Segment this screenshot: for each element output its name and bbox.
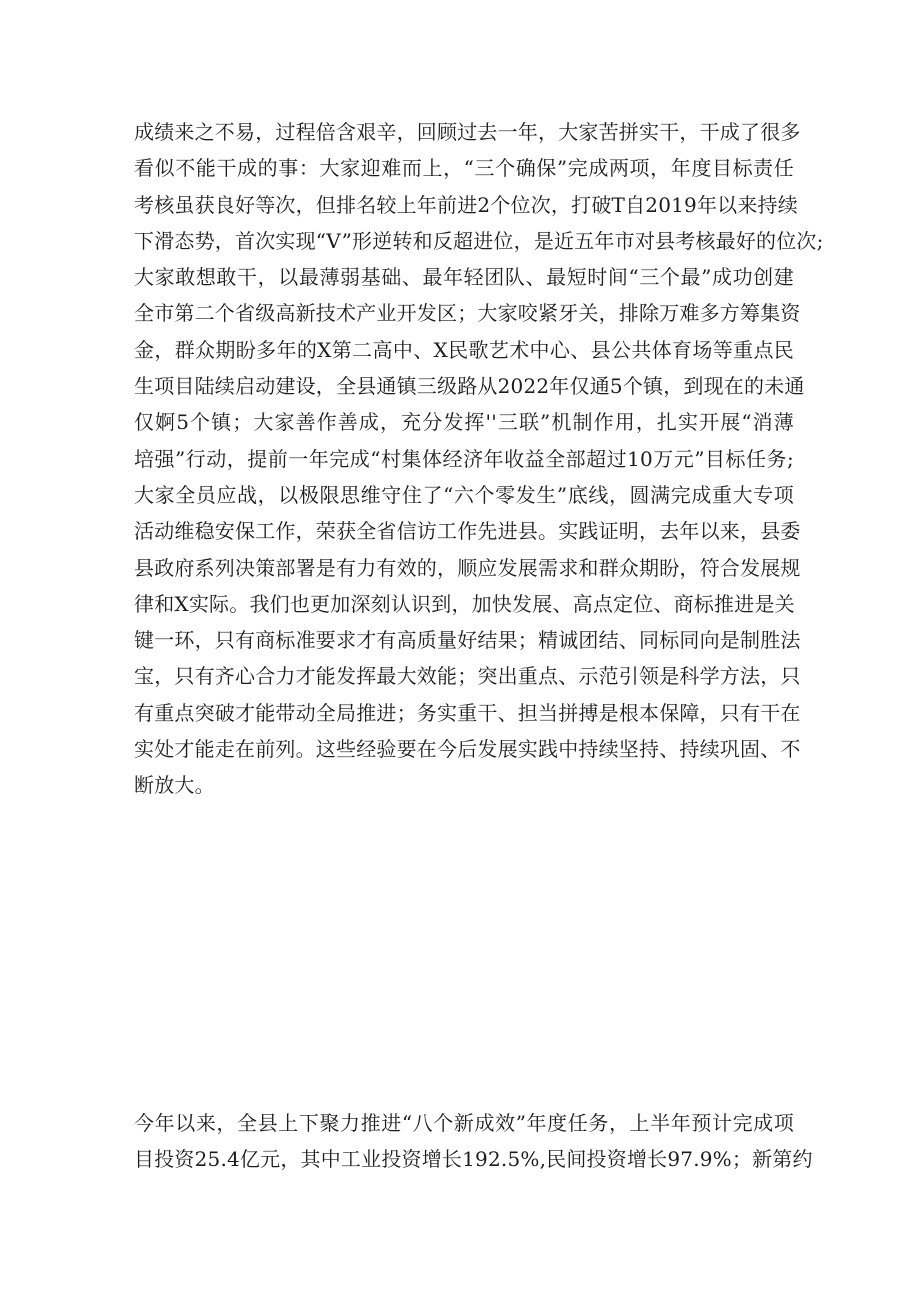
paragraph-line: 下滑态势，首次实现“V”形逆转和反超进位，是近五年市对县考核最好的位次; (134, 228, 824, 253)
paragraph-line: 培强”行动，提前一年完成“村集体经济年收益全部超过10万元”目标任务; (134, 446, 794, 471)
paragraph-line: 键一环，只有商标准要求才有高质量好结果；精诚团结、同标同向是制胜法 (134, 628, 801, 653)
paragraph-line: 仅婀5个镇；大家善作善成，充分发挥''三联”机制作用，扎实开展“消薄 (134, 410, 794, 435)
paragraph-line: 金，群众期盼多年的X第二高中、X民歌艺术中心、县公共体育场等重点民 (134, 337, 794, 362)
paragraph-line: 成绩来之不易，过程倍含艰辛，回顾过去一年，大家苦拼实干，干成了很多 (134, 120, 801, 144)
paragraph-line: 断放大。 (134, 773, 215, 798)
paragraph-line: 全市第二个省级高新技术产业开发区；大家咬紧牙关，排除万难多方筹集资 (134, 301, 801, 326)
paragraph-line: 律和X实际。我们也更加深刻认识到，加快发展、高点定位、商标推进是关 (134, 591, 795, 616)
paragraph-line: 考核虽获良好等次，但排名较上年前进2个位次，打破T自2019年以来持续 (134, 192, 798, 217)
paragraph-line: 活动维稳安保工作，荣获全省信访工作先进县。实践证明，去年以来，县委 (134, 519, 801, 544)
paragraph-line: 今年以来，全县上下聚力推进“八个新成效”年度任务，上半年预计完成项 (134, 1111, 794, 1135)
paragraph-line: 大家敢想敢干，以最薄弱基础、最年轻团队、最短时间“三个最”成功创建 (134, 265, 794, 290)
paragraph-line: 宝，只有齐心合力才能发挥最大效能；突出重点、示范引领是科学方法，只 (134, 664, 801, 689)
paragraph-line: 大家全员应战，以极限思维守住了“六个零发生”底线，圆满完成重大专项 (134, 482, 794, 507)
paragraph-line: 目投资25.4亿元，其中工业投资增长192.5%,民间投资增长97.9%；新第约 (134, 1147, 813, 1172)
paragraph-line: 生项目陆续启动建设，全县通镇三级路从2022年仅通5个镇，到现在的未通 (134, 374, 805, 399)
paragraph-1 (134, 114, 824, 804)
paragraph-line: 县政府系列决策部署是有力有效的，顺应发展需求和群众期盼，符合发展规 (134, 555, 801, 580)
paragraph-line: 实处才能走在前列。这些经验要在今后发展实践中持续坚持、持续巩固、不 (134, 737, 801, 762)
paragraph-2 (134, 1105, 813, 1178)
paragraph-line: 看似不能干成的事：大家迎难而上，“三个确保”完成两项，年度目标责任 (134, 156, 794, 181)
paragraph-line: 有重点突破才能带动全局推进；务实重干、担当拼搏是根本保障，只有干在 (134, 700, 801, 725)
